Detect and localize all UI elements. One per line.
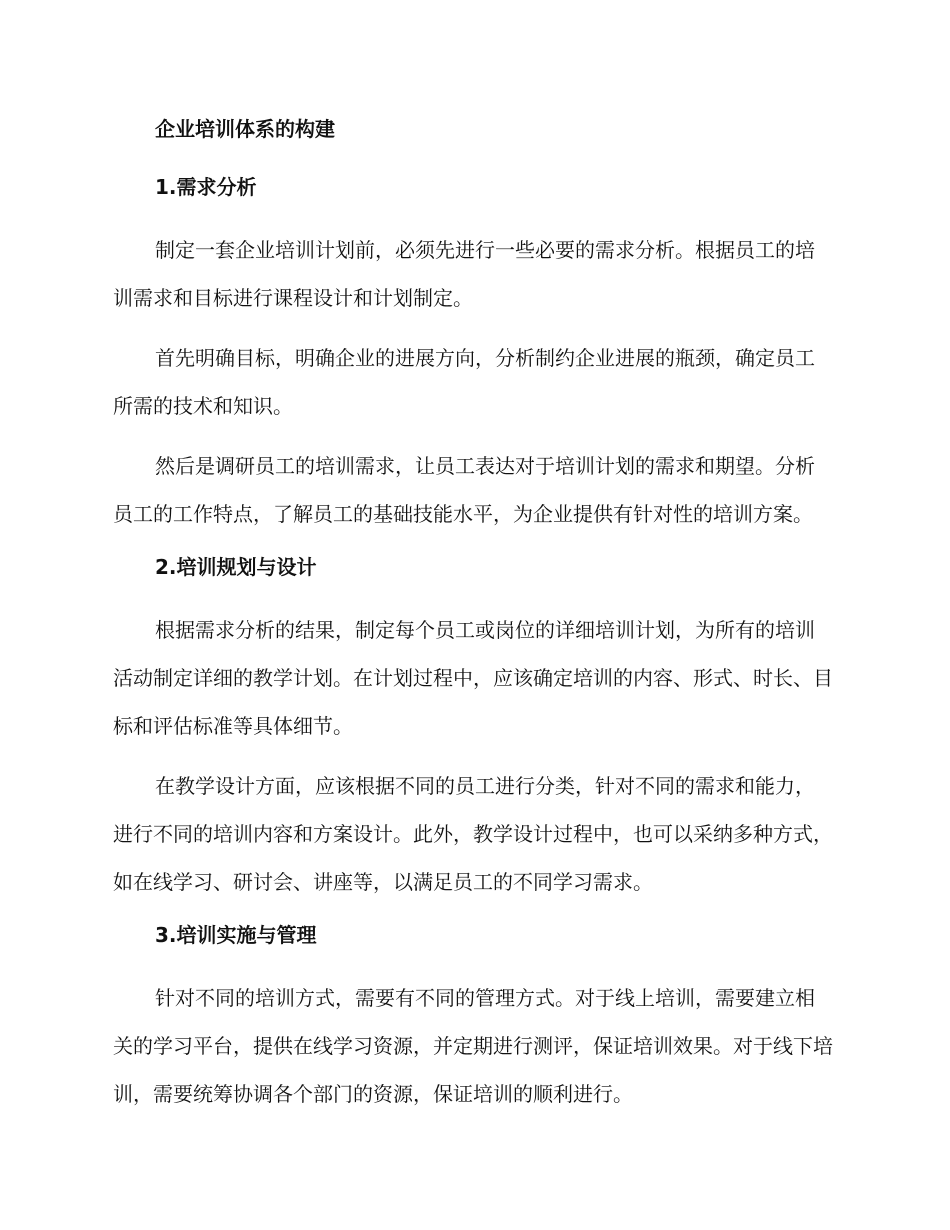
- paragraph: 然后是调研员工的培训需求，让员工表达对于培训计划的需求和期望。分析员工的工作特点，了解员工的基础技能水平，为企业提供有针对性的培训方案。: [113, 454, 815, 526]
- paragraph: 针对不同的培训方式，需要有不同的管理方式。对于线上培训，需要建立相关的学习平台，提供在线学习资源，并定期进行测评，保证培训效果。对于线下培训，需要统筹协调各个部门的资源，保证培训的顺利进行。: [113, 986, 833, 1106]
- paragraph: 制定一套企业培训计划前，必须先进行一些必要的需求分析。根据员工的培训需求和目标进行课程设计和计划制定。: [113, 238, 815, 310]
- section-heading-3: 3.培训实施与管理: [155, 923, 317, 947]
- section-heading-1: 1.需求分析: [155, 175, 257, 199]
- paragraph: 根据需求分析的结果，制定每个员工或岗位的详细培训计划，为所有的培训活动制定详细的教学计划。在计划过程中，应该确定培训的内容、形式、时长、目标和评估标准等具体细节。: [113, 618, 833, 738]
- paragraph: 首先明确目标，明确企业的进展方向，分析制约企业进展的瓶颈，确定员工所需的技术和知识。: [113, 346, 815, 418]
- section-heading-2: 2.培训规划与设计: [155, 555, 317, 579]
- paragraph: 在教学设计方面，应该根据不同的员工进行分类，针对不同的需求和能力，进行不同的培训内容和方案设计。此外，教学设计过程中，也可以采纳多种方式，如在线学习、研讨会、讲座等，以满足员工的不同学习需求。: [113, 774, 833, 894]
- document-page: [113, 112, 833, 1130]
- document-title: 企业培训体系的构建: [155, 117, 335, 141]
